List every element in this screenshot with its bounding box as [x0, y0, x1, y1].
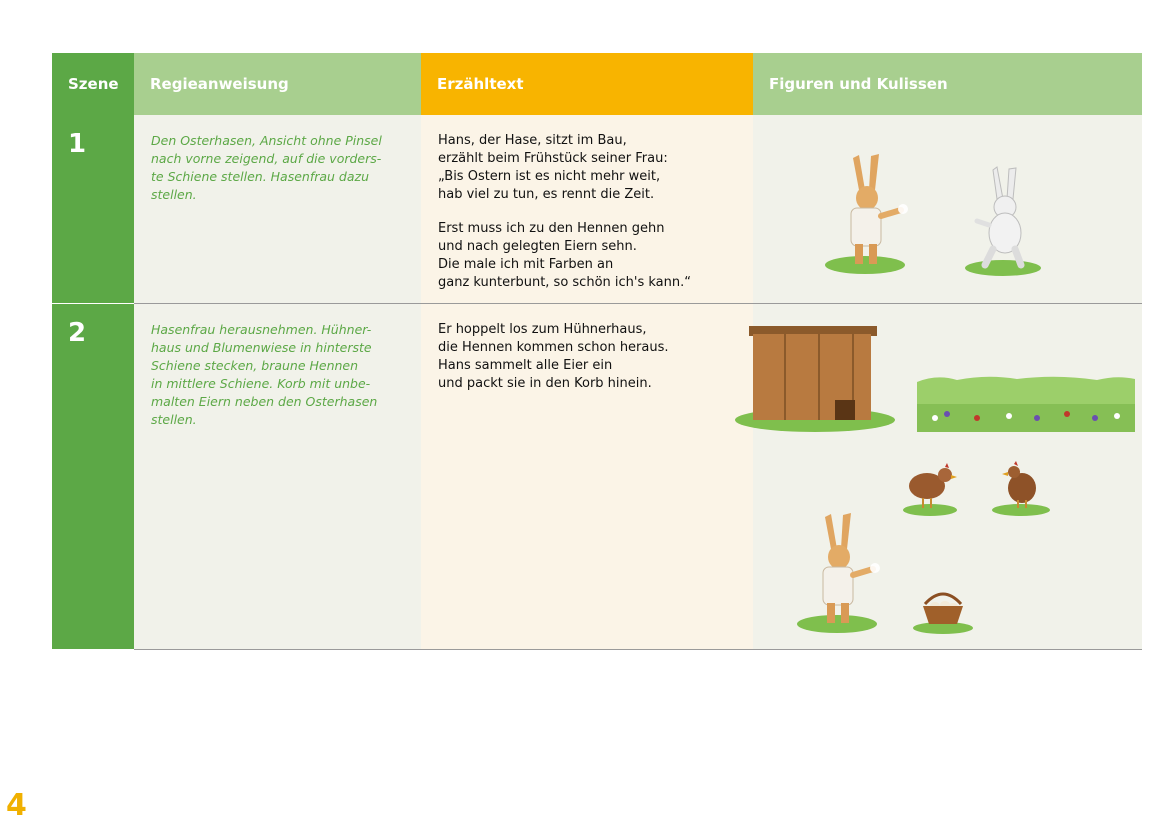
- verse-line: Hans sammelt alle Eier ein: [438, 358, 613, 373]
- verse-line: die Hennen kommen schon heraus.: [438, 340, 669, 355]
- verse-line: ganz kunterbunt, so schön ich's kann.“: [438, 275, 691, 290]
- verse-line: Er hoppelt los zum Hühnerhaus,: [438, 322, 647, 337]
- chicken-house-scenery: [735, 320, 900, 432]
- verse: [438, 321, 737, 393]
- verse: [438, 132, 737, 204]
- bunny-wife-figure: [963, 165, 1048, 277]
- row-divider: [134, 649, 1142, 650]
- verse-line: hab viel zu tun, es rennt die Zeit.: [438, 187, 655, 202]
- scene-row-1: [52, 115, 1142, 303]
- verse-line: Die male ich mit Farben an: [438, 257, 614, 272]
- stage-direction-line: haus und Blumenwiese in hinterste: [151, 340, 372, 355]
- header-figuren: Figuren und Kulissen: [753, 53, 1142, 115]
- brown-hen-figure: [990, 458, 1052, 516]
- figures-cell: [753, 304, 1142, 649]
- easter-bunny-figure: [795, 509, 885, 634]
- stage-direction-line: stellen.: [151, 412, 197, 427]
- stage-direction-line: stellen.: [151, 187, 197, 202]
- flower-meadow-scenery: [917, 374, 1135, 432]
- brown-hen-figure: [901, 458, 959, 516]
- figures-cell: [753, 115, 1142, 303]
- scene-row-2: [52, 304, 1142, 649]
- verse-line: und nach gelegten Eiern sehn.: [438, 239, 637, 254]
- verse-line: „Bis Ostern ist es nicht mehr weit,: [438, 169, 661, 184]
- narrative-text: [421, 304, 753, 649]
- stage-direction-line: te Schiene stellen. Hasenfrau dazu: [151, 169, 370, 184]
- header-regieanweisung: Regieanweisung: [134, 53, 421, 115]
- stage-direction-line: Hasenfrau herausnehmen. Hühner-: [151, 322, 372, 337]
- scene-number: 1: [52, 115, 134, 303]
- verse-line: erzählt beim Frühstück seiner Frau:: [438, 151, 668, 166]
- stage-direction: [134, 304, 421, 649]
- narrative-text: [421, 115, 753, 303]
- verse: [438, 220, 737, 292]
- stage-direction-line: Schiene stecken, braune Hennen: [151, 358, 359, 373]
- page-number: 4: [6, 788, 27, 823]
- verse-line: und packt sie in den Korb hinein.: [438, 376, 652, 391]
- verse-line: Hans, der Hase, sitzt im Bau,: [438, 133, 627, 148]
- scene-number: 2: [52, 304, 134, 649]
- header-erzaehltext: Erzähltext: [421, 53, 753, 115]
- stage-direction-line: Den Osterhasen, Ansicht ohne Pinsel: [151, 133, 382, 148]
- header-szene: Szene: [52, 53, 134, 115]
- stage-direction-line: nach vorne zeigend, auf die vorders-: [151, 151, 382, 166]
- stage-direction-line: in mittlere Schiene. Korb mit unbe-: [151, 376, 371, 391]
- egg-basket-figure: [911, 584, 975, 634]
- verse-line: Erst muss ich zu den Hennen gehn: [438, 221, 665, 236]
- easter-bunny-figure: [823, 150, 913, 275]
- stage-direction: [134, 115, 421, 303]
- stage-direction-line: malten Eiern neben den Osterhasen: [151, 394, 378, 409]
